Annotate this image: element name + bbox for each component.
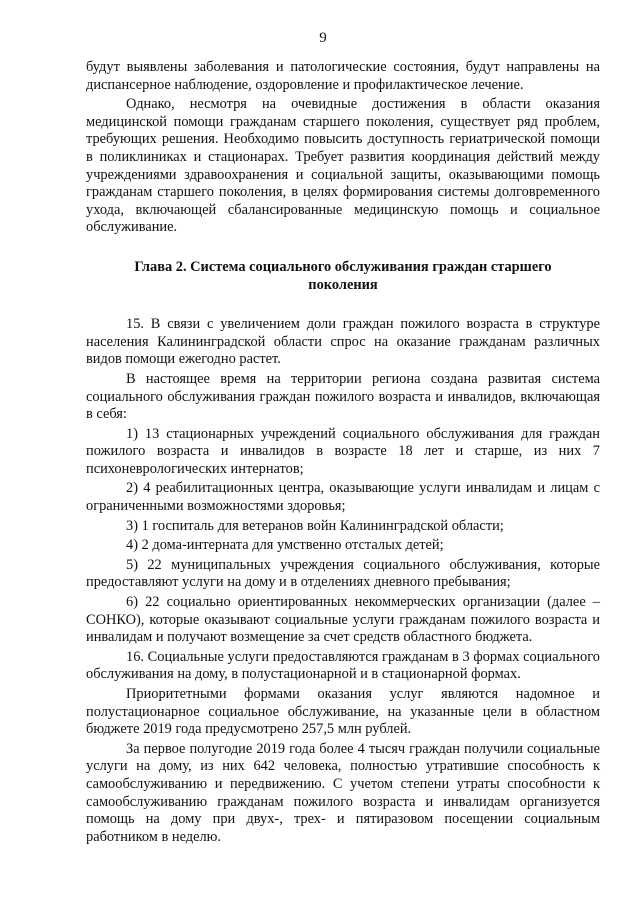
paragraph: В настоящее время на территории региона создана развитая система социального обслуживания граждан пожилого возраста и инвалидов, включающая в себя: [86, 370, 600, 423]
paragraph-item-16: 16. Социальные услуги предоставляются гражданам в 3 формах социального обслуживания на дому, в полустационарной и в стационарной формах. [86, 648, 600, 683]
paragraph-item-15: 15. В связи с увеличением доли граждан пожилого возраста в структуре населения Калининградской области спрос на оказание гражданам различных видов помощи ежегодно растет. [86, 316, 600, 368]
list-item-2: 2) 4 реабилитационных центра, оказывающие услуги инвалидам и лицам с ограниченными возможностями здоровья; [86, 480, 600, 515]
list-item-3: 3) 1 госпиталь для ветеранов войн Калининградской области; [126, 517, 504, 534]
paragraph: За первое полугодие 2019 года более 4 тысяч граждан получили социальные услуги на дому, из них 642 человека, полностью утратившие способность к самообслуживанию и передвижению. С учетом степени утраты способности к самообслуживанию гражданам пожилого возраста и инвалидам организуется помощь на дому при двух-, трех- и пятиразовом посещении социальным работником в неделю. [86, 740, 600, 845]
list-item-1: 1) 13 стационарных учреждений социального обслуживания для граждан пожилого возраста и инвалидов в возрасте 18 лет и старше, из них 7 психоневрологических интернатов; [86, 425, 600, 477]
paragraph: Приоритетными формами оказания услуг являются надомное и полустационарное социальное обслуживание, на указанные цели в областном бюджете 2019 года предусмотрено 257,5 млн рублей. [86, 686, 600, 738]
page-number: 9 [319, 30, 327, 46]
paragraph-continued: будут выявлены заболевания и патологические состояния, будут направлены на диспансерное наблюдение, оздоровление и профилактическое лечение. [86, 59, 600, 93]
chapter-title: Глава 2. Система социального обслуживания граждан старшего поколения [134, 258, 552, 293]
paragraph: Однако, несмотря на очевидные достижения в области оказания медицинской помощи гражданам старшего поколения, существует ряд проблем, требующих решения. Необходимо повысить доступность гериатрической помощи в поликлиниках и стационарах. Требует развития координация действий между учреждениями здравоохранения и социальной защиты, оказывающими помощь гражданам старшего поколения, в целях формирования системы долговременного ухода, включающей сбалансированные медицинскую помощь и социальное обслуживание. [86, 96, 600, 236]
list-item-5: 5) 22 муниципальных учреждения социального обслуживания, которые предоставляют услуги на дому и в отделениях дневного пребывания; [86, 556, 600, 591]
list-item-4: 4) 2 дома-интерната для умственно отсталых детей; [126, 537, 444, 554]
list-item-6: 6) 22 социально ориентированных некоммерческих организации (далее – СОНКО), которые оказывают социальные услуги гражданам пожилого возраста и инвалидам и получают возмещение за счет средств областного бюджета. [86, 594, 600, 646]
document-body [86, 59, 600, 846]
